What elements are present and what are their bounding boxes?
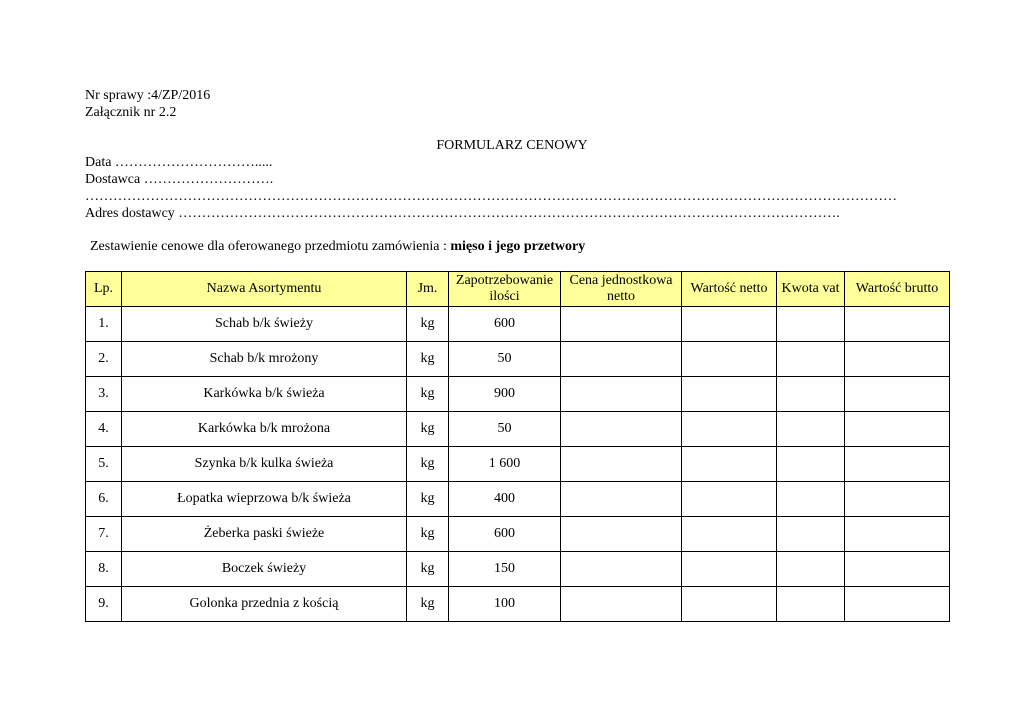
net-value-cell[interactable] (682, 447, 777, 482)
quantity: 1 600 (449, 447, 561, 482)
row-number: 4. (86, 412, 122, 447)
net-value-cell[interactable] (682, 307, 777, 342)
date-field: Data …………………………..... (85, 155, 273, 170)
form-title: FORMULARZ CENOWY (436, 138, 588, 153)
unit: kg (407, 377, 449, 412)
net-value-cell[interactable] (682, 517, 777, 552)
quantity: 100 (449, 587, 561, 622)
column-header-unit: Jm. (407, 272, 449, 307)
price-table (85, 271, 950, 622)
gross-value-cell[interactable] (845, 552, 950, 587)
quantity: 50 (449, 342, 561, 377)
table-row (86, 482, 950, 517)
product-name: Szynka b/k kulka świeża (122, 447, 407, 482)
table-row (86, 517, 950, 552)
vat-amount-cell[interactable] (777, 517, 845, 552)
unit-price-cell[interactable] (561, 447, 682, 482)
row-number: 3. (86, 377, 122, 412)
table-row (86, 342, 950, 377)
summary-prefix: Zestawienie cenowe dla oferowanego przedmiotu zamówienia : (90, 239, 451, 254)
product-name: Karkówka b/k świeża (122, 377, 407, 412)
unit: kg (407, 447, 449, 482)
supplier-dotted-line: ………………………………………………………………………………………………………………………………………………………… (85, 189, 897, 204)
net-value-cell[interactable] (682, 587, 777, 622)
quantity: 400 (449, 482, 561, 517)
product-name: Karkówka b/k mrożona (122, 412, 407, 447)
summary-subject: mięso i jego przetwory (450, 239, 586, 254)
net-value-cell[interactable] (682, 342, 777, 377)
row-number: 9. (86, 587, 122, 622)
unit-price-cell[interactable] (561, 482, 682, 517)
product-name: Schab b/k świeży (122, 307, 407, 342)
product-name: Golonka przednia z kością (122, 587, 407, 622)
table-header-row (86, 272, 950, 307)
table-row (86, 377, 950, 412)
gross-value-cell[interactable] (845, 412, 950, 447)
unit: kg (407, 342, 449, 377)
unit-price-cell[interactable] (561, 517, 682, 552)
vat-amount-cell[interactable] (777, 307, 845, 342)
net-value-cell[interactable] (682, 412, 777, 447)
attachment-number: Załącznik nr 2.2 (85, 105, 177, 120)
table-row (86, 447, 950, 482)
address-field: Adres dostawcy ……………………………………………………………………………………………………………………………. (85, 206, 840, 221)
unit-price-cell[interactable] (561, 342, 682, 377)
table-row (86, 552, 950, 587)
column-header-quantity: Zapotrzebowanie ilości (449, 272, 561, 307)
unit-price-cell[interactable] (561, 552, 682, 587)
gross-value-cell[interactable] (845, 342, 950, 377)
quantity: 600 (449, 517, 561, 552)
net-value-cell[interactable] (682, 377, 777, 412)
quantity: 600 (449, 307, 561, 342)
gross-value-cell[interactable] (845, 587, 950, 622)
unit: kg (407, 482, 449, 517)
supplier-field: Dostawca ………………………. (85, 172, 274, 187)
case-number: Nr sprawy :4/ZP/2016 (85, 88, 211, 103)
vat-amount-cell[interactable] (777, 377, 845, 412)
row-number: 5. (86, 447, 122, 482)
gross-value-cell[interactable] (845, 447, 950, 482)
quantity: 150 (449, 552, 561, 587)
row-number: 1. (86, 307, 122, 342)
column-header-unit-price: Cena jednostkowa netto (561, 272, 682, 307)
vat-amount-cell[interactable] (777, 447, 845, 482)
vat-amount-cell[interactable] (777, 552, 845, 587)
product-name: Żeberka paski świeże (122, 517, 407, 552)
product-name: Boczek świeży (122, 552, 407, 587)
row-number: 6. (86, 482, 122, 517)
unit: kg (407, 412, 449, 447)
gross-value-cell[interactable] (845, 377, 950, 412)
quantity: 50 (449, 412, 561, 447)
unit: kg (407, 307, 449, 342)
column-header-lp: Lp. (86, 272, 122, 307)
unit: kg (407, 552, 449, 587)
vat-amount-cell[interactable] (777, 482, 845, 517)
unit-price-cell[interactable] (561, 377, 682, 412)
product-name: Łopatka wieprzowa b/k świeża (122, 482, 407, 517)
vat-amount-cell[interactable] (777, 587, 845, 622)
summary-line (90, 238, 585, 255)
table-row (86, 587, 950, 622)
quantity: 900 (449, 377, 561, 412)
net-value-cell[interactable] (682, 482, 777, 517)
gross-value-cell[interactable] (845, 482, 950, 517)
vat-amount-cell[interactable] (777, 412, 845, 447)
gross-value-cell[interactable] (845, 517, 950, 552)
row-number: 2. (86, 342, 122, 377)
column-header-net-value: Wartość netto (682, 272, 777, 307)
row-number: 8. (86, 552, 122, 587)
unit-price-cell[interactable] (561, 412, 682, 447)
unit-price-cell[interactable] (561, 307, 682, 342)
column-header-gross-value: Wartość brutto (845, 272, 950, 307)
gross-value-cell[interactable] (845, 307, 950, 342)
unit: kg (407, 587, 449, 622)
table-row (86, 307, 950, 342)
vat-amount-cell[interactable] (777, 342, 845, 377)
unit-price-cell[interactable] (561, 587, 682, 622)
product-name: Schab b/k mrożony (122, 342, 407, 377)
net-value-cell[interactable] (682, 552, 777, 587)
unit: kg (407, 517, 449, 552)
column-header-vat: Kwota vat (777, 272, 845, 307)
column-header-name: Nazwa Asortymentu (122, 272, 407, 307)
row-number: 7. (86, 517, 122, 552)
table-row (86, 412, 950, 447)
